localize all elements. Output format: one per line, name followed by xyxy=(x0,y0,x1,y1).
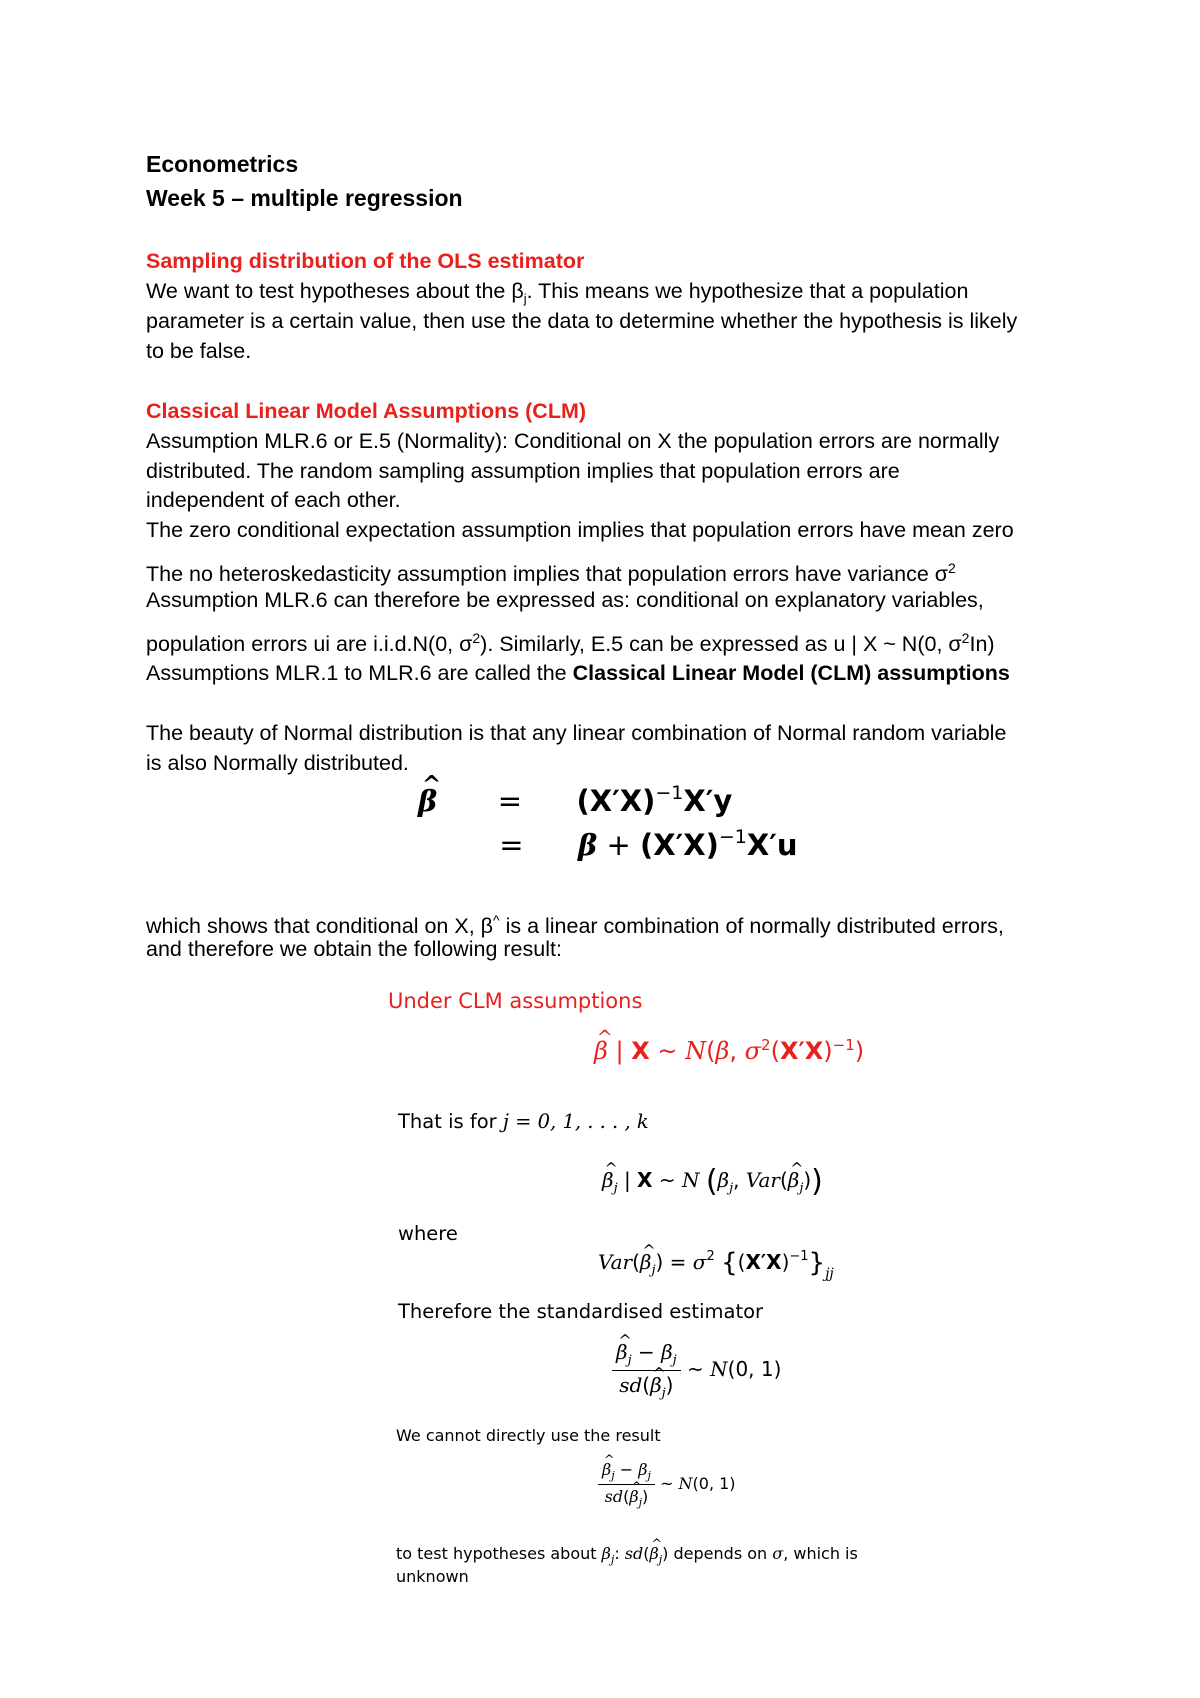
superscript: 2 xyxy=(472,630,481,646)
paragraph-line: The beauty of Normal distribution is that any linear combination of Normal random variable xyxy=(146,721,1007,745)
equation-standardised-small: ^ $\frac{\beta_j - \beta_j}{sd(\^{} \beta_j)}$ ~ N(0, 1) xyxy=(598,1460,736,1509)
paragraph-line: Assumption MLR.6 or E.5 (Normality): Conditional on X the population errors are normally xyxy=(146,429,1000,453)
equation-distribution-red: ^ β | X ~ N(β, $\sigma^2(X'X)^{-1}$) xyxy=(594,1036,864,1065)
that-is-line xyxy=(398,1110,649,1133)
paragraph-line: and therefore we obtain the following result: xyxy=(146,937,562,961)
text-span: . This means we hypothesize that a population xyxy=(526,279,969,303)
bold-text: Classical Linear Model (CLM) assumptions xyxy=(572,661,1010,685)
subscript: j xyxy=(523,291,527,306)
equation-variance: Var(^ $\beta_j) = \sigma^2$ $\{(X'X)^{-1}\}_{jj}$ xyxy=(598,1248,834,1282)
equation-beta-hat-line2: = $\beta + (X'X)^{-1}X'u$ xyxy=(499,826,798,862)
document-title: Econometrics xyxy=(146,151,299,177)
text-span: That is for xyxy=(398,1110,497,1133)
text-span: population errors ui are i.i.d.N(0, σ xyxy=(146,632,473,656)
text-span: ). Similarly, E.5 can be expressed as u | X ~ N(0, σ xyxy=(480,632,962,656)
text-span: Assumptions MLR.1 to MLR.6 are called the xyxy=(146,661,573,685)
paragraph-line: to be false. xyxy=(146,339,252,363)
index-range: j = 0, 1, . . . , k xyxy=(502,1110,649,1133)
paragraph-line xyxy=(146,624,995,659)
equation-beta-j-distribution: ^ $\beta_j$ | X ~ N ($\beta_j$, Var(^ $\beta_j$)) xyxy=(602,1164,823,1199)
text-span: In) xyxy=(969,632,995,656)
equation-beta-hat-line1: ^ $\beta = (X'X)^{-1}X'y$ xyxy=(418,782,732,818)
to-test-line-2: unknown xyxy=(396,1567,469,1586)
paragraph-line: Assumption MLR.6 can therefore be expressed as: conditional on explanatory variables, xyxy=(146,588,984,612)
paragraph-line: distributed. The random sampling assumption implies that population errors are xyxy=(146,459,900,483)
superscript: 2 xyxy=(948,560,956,576)
paragraph-line: parameter is a certain value, then use the data to determine whether the hypothesis is likely xyxy=(146,309,1018,333)
therefore-line: Therefore the standardised estimator xyxy=(398,1300,764,1323)
superscript: 2 xyxy=(961,630,970,646)
text-span: , which is xyxy=(783,1544,858,1563)
equation-standardised: ^ $\frac{\beta_j - \beta_j}{sd(\^{} \beta_j)}$ ~ N(0, 1) xyxy=(612,1340,781,1401)
cannot-line: We cannot directly use the result xyxy=(396,1426,661,1445)
text-span: which shows that conditional on X, β xyxy=(146,914,494,938)
to-test-line: to test hypotheses about $\beta_j$: sd(^ $\beta_j$) depends on σ, which is xyxy=(396,1544,858,1566)
text-span: is a linear combination of normally distributed errors, xyxy=(499,914,1004,938)
section-heading-clm: Classical Linear Model Assumptions (CLM) xyxy=(146,399,587,423)
document-subtitle: Week 5 – multiple regression xyxy=(146,185,463,211)
paragraph-line: is also Normally distributed. xyxy=(146,751,409,775)
paragraph-line xyxy=(146,659,1010,688)
slide-heading: Under CLM assumptions xyxy=(388,989,643,1013)
where-label: where xyxy=(398,1222,458,1245)
paragraph-line: independent of each other. xyxy=(146,488,401,512)
paragraph-line: The zero conditional expectation assumption implies that population errors have mean zero xyxy=(146,518,1014,542)
hat-superscript: ^ xyxy=(493,912,500,928)
text-span: The no heteroskedasticity assumption implies that population errors have variance σ xyxy=(146,562,949,586)
section-heading-sampling: Sampling distribution of the OLS estimator xyxy=(146,249,585,273)
text-span: We want to test hypotheses about the β xyxy=(146,279,524,303)
text-span: depends on xyxy=(673,1544,768,1563)
text-span: to test hypotheses about xyxy=(396,1544,597,1563)
paragraph-line xyxy=(146,554,956,589)
